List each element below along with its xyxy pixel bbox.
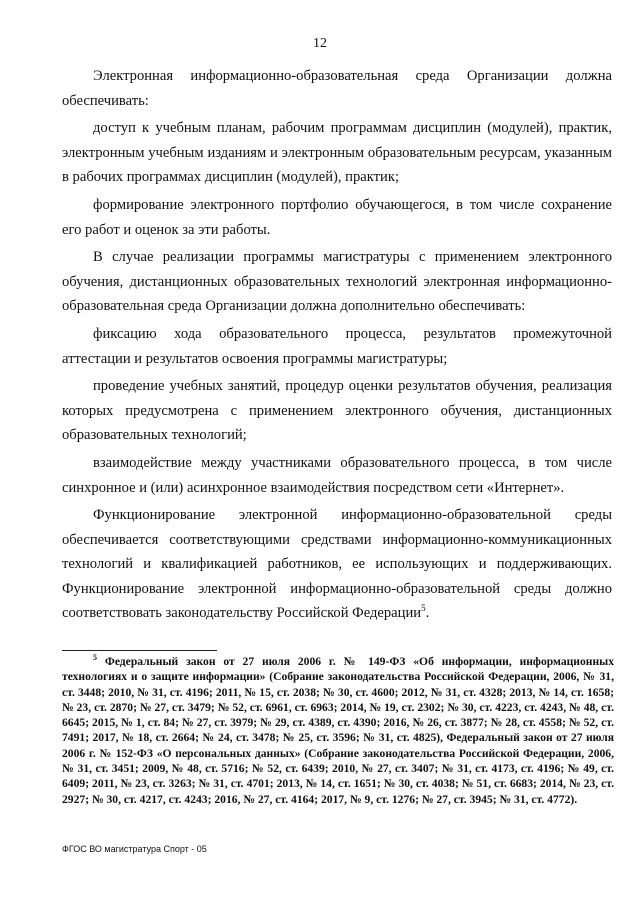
body-text — [62, 64, 612, 626]
paragraph: взаимодействие между участниками образовательного процесса, в том числе синхронное и (или) асинхронное взаимодействия посредством сети «Интернет». — [62, 454, 612, 496]
footnote-text: Федеральный закон от 27 июля 2006 г. № 149-ФЗ «Об информации, информационных технологиях и о защите информации» (Собрание законодательства Российской Федерации, 2006, № 31, ст. 3448; 2010, № 31, ст. 4196; 2011, № 15, ст. 2038; № 30, ст. 4600; 2012, № 31, ст. 4328; 2013, № 14, ст. 1658; № 23, ст. 2870; № 27, ст. 3479; № 52, ст. 6961, ст. 6963; 2014, № 19, ст. 2302; № 30, ст. 4223, ст. 4243, № 48, ст. 6645; 2015, № 1, ст. 84; № 27, ст. 3979; № 29, ст. 4389, ст. 4390; 2016, № 26, ст. 3877; № 28, ст. 4558; № 52, ст. 7491; 2017, № 18, ст. 2664; № 24, ст. 3478; № 25, ст. 3596; № 31, ст. 4825), Федеральный закон от 27 июля 2006 г. № 152-ФЗ «О персональных данных» (Собрание законодательства Российской Федерации, 2006, № 31, ст. 3451; 2009, № 48, ст. 5716; № 52, ст. 6439; 2010, № 27, ст. 3407; № 31, ст. 4173, ст. 4196; № 49, ст. 6409; 2011, № 23, ст. 3263; № 31, ст. 4701; 2013, № 14, ст. 1651; № 30, ст. 4038; № 51, ст. 6683; 2014, № 23, ст. 2927; № 30, ст. 4217, ст. 4243; 2016, № 27, ст. 4164; 2017, № 9, ст. 1276; № 27, ст. 3945; № 31, ст. 4772). — [62, 655, 614, 806]
paragraph: проведение учебных занятий, процедур оценки результатов обучения, реализация которых предусмотрена с применением электронного обучения, дистанционных образовательных технологий; — [62, 378, 612, 444]
paragraph: формирование электронного портфолио обучающегося, в том числе сохранение его работ и оценок за эти работы. — [62, 196, 612, 238]
paragraph: доступ к учебным планам, рабочим программам дисциплин (модулей), практик, электронным учебным изданиям и электронным образовательным ресурсам, указанным в рабочих программах дисциплин (модулей), практик; — [62, 120, 612, 186]
footnote-number: 5 — [93, 653, 97, 663]
page-footer: ФГОС ВО магистратура Спорт - 05 — [62, 844, 207, 854]
paragraph: Электронная информационно-образовательная среда Организации должна обеспечивать: — [62, 68, 612, 109]
footnote-separator — [62, 650, 217, 651]
paragraph-with-footnote: Функционирование электронной информационно-образовательной среды обеспечивается соответствующими средствами информационно-коммуникационных технологий и квалификацией работников, ее использующих и поддерживающих. Функционирование электронной информационно-образовательной среды должно соответствовать законодательству Российской Федерации$^5$. — [62, 507, 612, 622]
footnote — [62, 654, 614, 807]
paragraph: В случае реализации программы магистратуры с применением электронного обучения, дистанционных образовательных технологий электронная информационно-образовательная среда Организации должна дополнительно обеспечивать: — [62, 249, 612, 315]
paragraph-text: Функционирование электронной информационно-образовательной среды обеспечивается соответствующими средствами информационно-коммуникационных технологий и квалификацией работников, ее использующих и поддерживающих. Функционирование электронной информационно-образовательной среды должно соответствовать законодательству Российской Федерации — [62, 507, 612, 622]
footnote-reference[interactable]: 5 — [421, 603, 426, 614]
page-number: 12 — [313, 36, 327, 51]
paragraph: фиксацию хода образовательного процесса, результатов промежуточной аттестации и результатов освоения программы магистратуры; — [62, 325, 612, 367]
